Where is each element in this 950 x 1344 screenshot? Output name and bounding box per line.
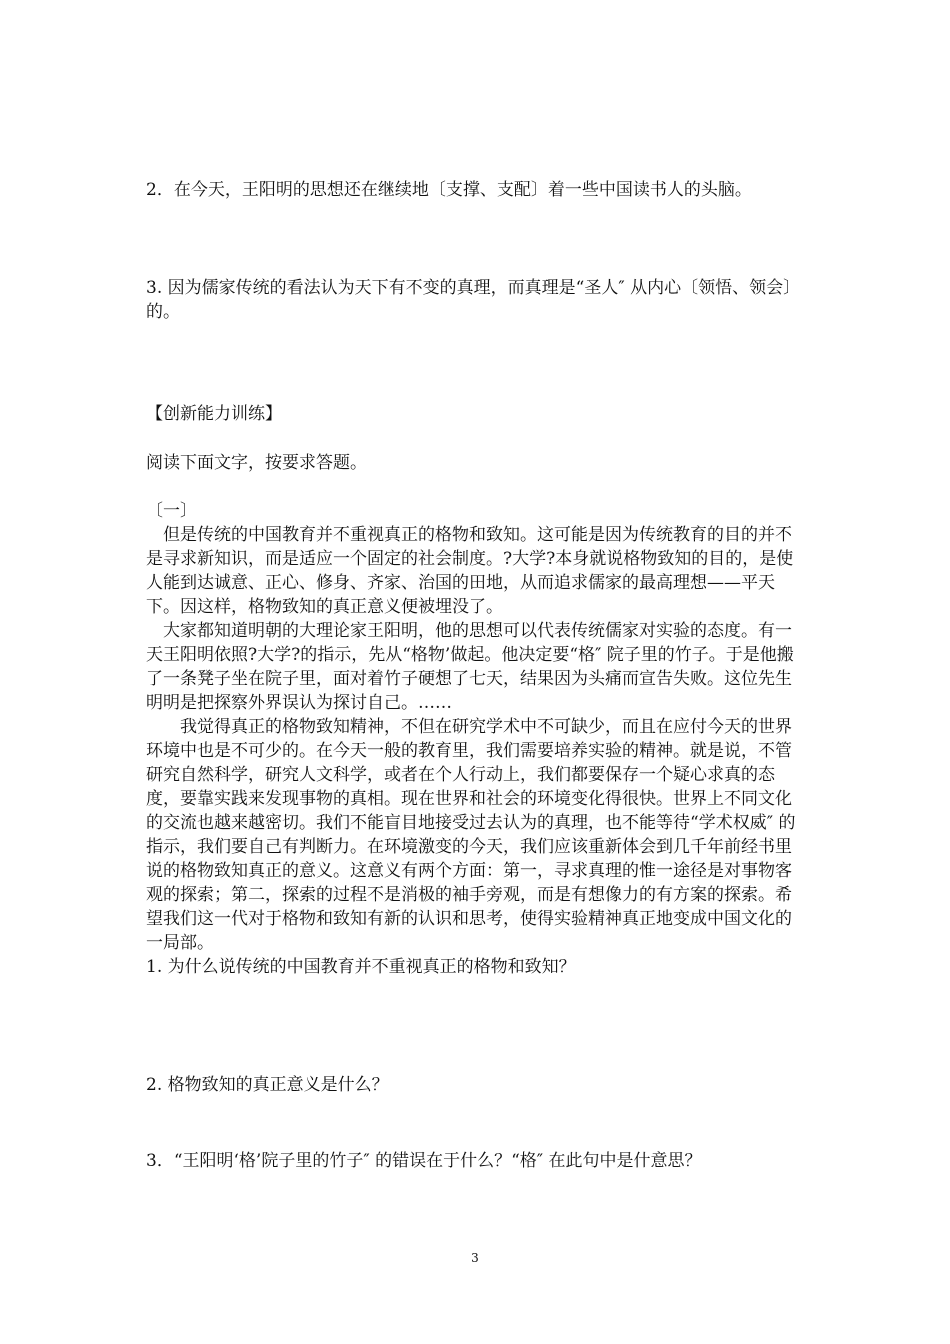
answer-item-2: 2．在今天，王阳明的思想还在继续地〔支撑、支配〕着一些中国读书人的头脑。: [146, 180, 752, 200]
question-3: 3．“王阳明‘格’院子里的竹子″ 的错误在于什么？“格″ 在此句中是什意思？: [146, 1151, 702, 1171]
page-number: 3: [471, 1251, 479, 1265]
reading-passage: [146, 499, 806, 979]
passage-paragraph-3: 我觉得真正的格物致知精神，不但在研究学术中不可缺少，而且在应付今天的世界环境中也是不可少的。在今天一般的教育里，我们需要培养实验的精神。就是说，不管研究自然科学，研究人文科学，或者在个人行动上，我们都要保存一个疑心求真的态度，要靠实践来发现事物的真相。现在世界和社会的环境变化得很快。世界上不同文化的交流也越来越密切。我们不能盲目地接受过去认为的真理，也不能等待“学术权威″ 的指示，我们要自己有判断力。在环境激变的今天，我们应该重新体会到几千年前经书里说的格物致知真正的意义。这意义有两个方面：第一，寻求真理的惟一途径是对事物客观的探索；第二，探索的过程不是消极的袖手旁观，而是有想像力的有方案的探索。希望我们这一代对于格物和致知有新的认识和思考，使得实验精神真正地变成中国文化的一局部。: [146, 717, 796, 953]
section-instruction: 阅读下面文字，按要求答题。: [146, 453, 367, 473]
passage-paragraph-2: 大家都知道明朝的大理论家王阳明，他的思想可以代表传统儒家对实验的态度。有一天王阳明依照?大学?的指示，先从“格物’做起。他决定要“格″ 院子里的竹子。于是他搬了一条凳子坐在院子里，面对着竹子硬想了七天，结果因为头痛而宣告失败。这位先生明明是把探察外界误认为探讨自己。……: [146, 621, 794, 713]
question-1: 1. 为什么说传统的中国教育并不重视真正的格物和致知？: [146, 957, 576, 977]
question-2: 2. 格物致知的真正意义是什么？: [146, 1075, 389, 1095]
passage-paragraph-1: 但是传统的中国教育并不重视真正的格物和致知。这可能是因为传统教育的目的并不是寻求新知识，而是适应一个固定的社会制度。?大学?本身就说格物致知的目的，是使人能到达诚意、正心、修身、齐家、治国的田地，从而追求儒家的最高理想——平天下。因这样，格物致知的真正意义便被埋没了。: [146, 525, 794, 617]
section-title: 【创新能力训练】: [146, 404, 282, 424]
answer-item-3: 3. 因为儒家传统的看法认为天下有不变的真理，而真理是“圣人″ 从内心〔领悟、领会〕的。: [146, 278, 801, 322]
passage-part-label: 〔一〕: [146, 501, 197, 521]
